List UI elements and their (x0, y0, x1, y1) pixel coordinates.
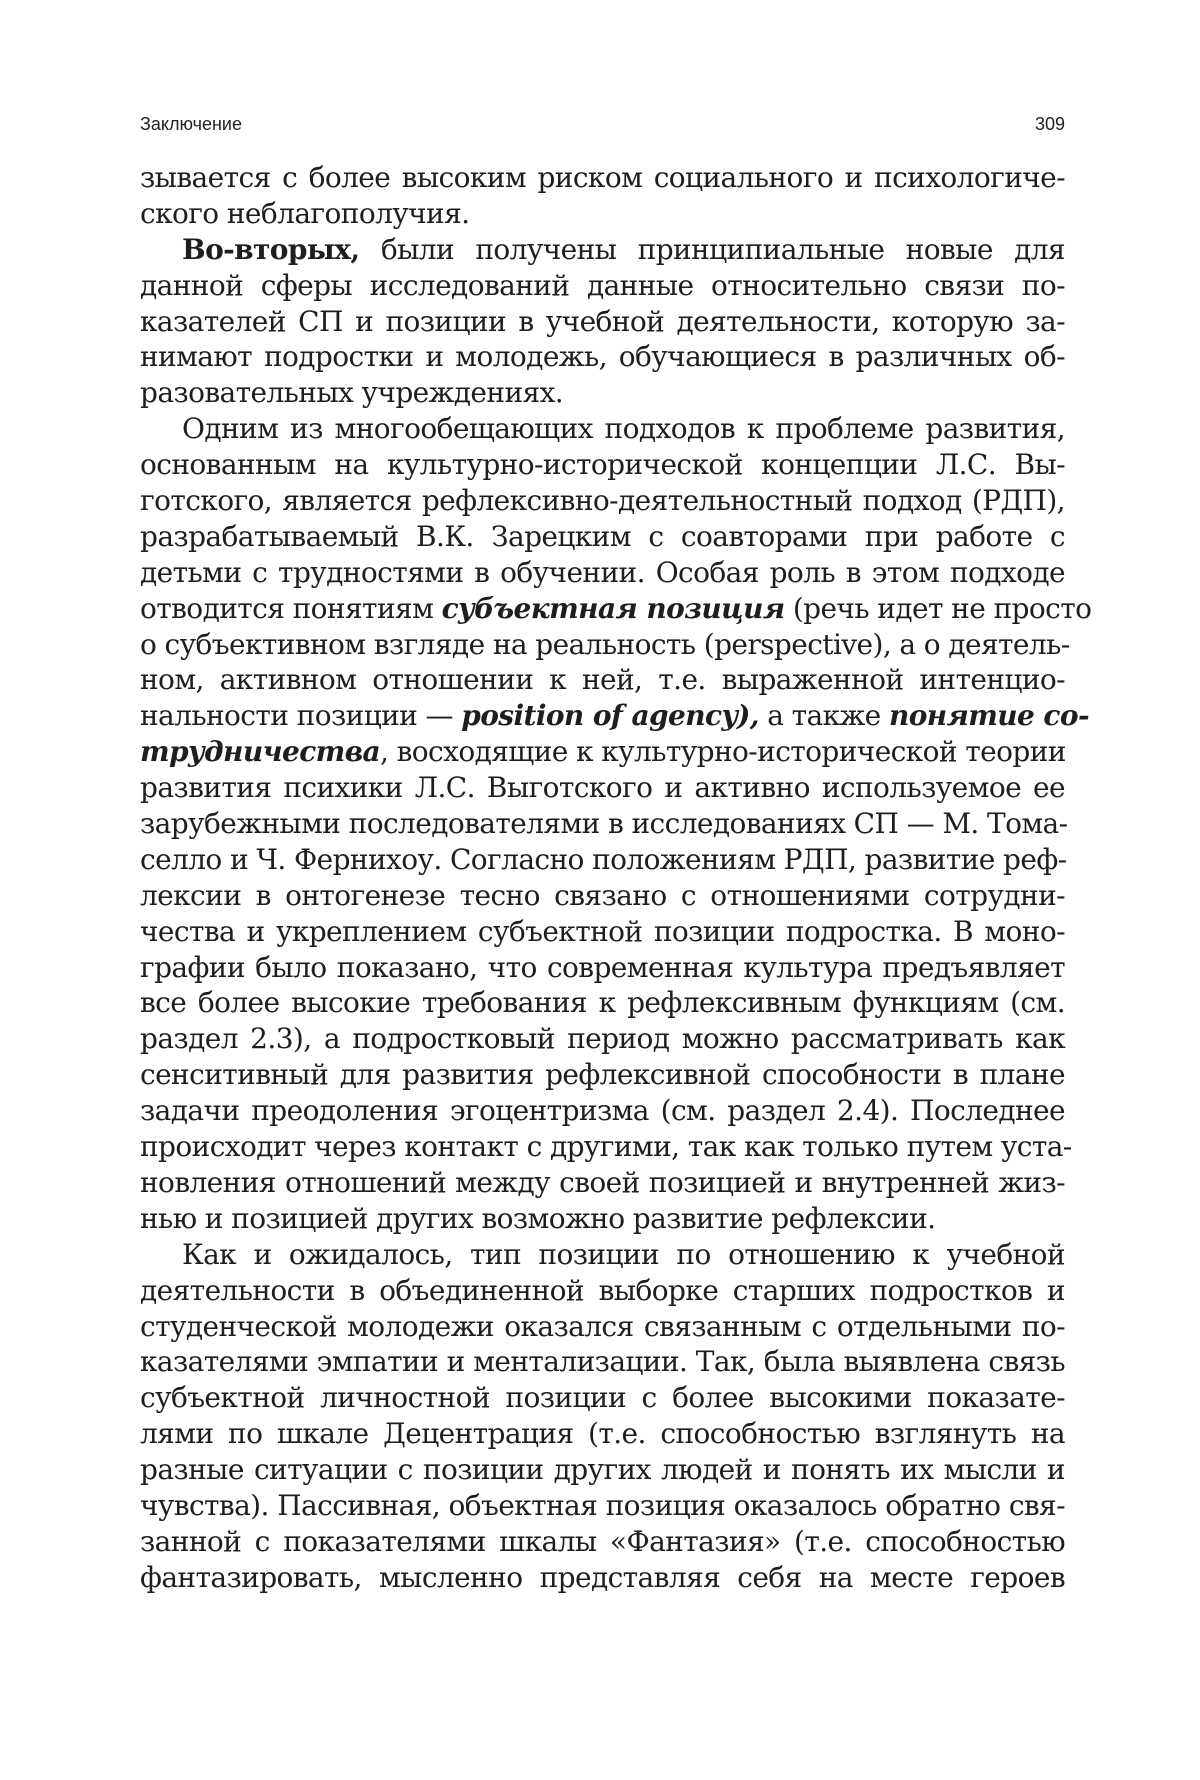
text-run: казателей СП и позиции в учебной деятельности, которую за- (140, 304, 1065, 338)
text-run: основанным на культурно-исторической концепции Л.С. Вы- (140, 448, 1065, 482)
text-line (140, 950, 1065, 986)
text-run: задачи преодоления эгоцентризма (см. раздел 2.4). Последнее (140, 1094, 1065, 1128)
text-run: готского, является рефлексивно-деятельностный подход (РДП), (140, 484, 1065, 518)
text-line (140, 304, 1065, 340)
text-line (140, 698, 1089, 734)
text-run: раздел 2.3), а подростковый период можно рассматривать как (140, 1022, 1065, 1056)
emphasized-text: position of agency), (461, 699, 759, 733)
text-run: зарубежными последователями в исследованиях СП — М. Тома- (140, 807, 1068, 841)
text-line (140, 411, 1065, 447)
text-run: ном, активном отношении к ней, т.е. выраженной интенцио- (140, 663, 1065, 697)
emphasized-text: Во-вторых, (182, 232, 360, 266)
text-line (140, 375, 1065, 411)
text-line (140, 519, 1065, 555)
text-line (140, 842, 1065, 878)
text-line (140, 914, 1065, 950)
text-run: ского неблагополучия. (140, 196, 470, 230)
text-line (140, 232, 1065, 268)
text-run: происходит через контакт с другими, так как только путем уста- (140, 1130, 1072, 1164)
text-line (140, 339, 1065, 375)
text-run: лексии в онтогенезе тесно связано с отношениями сотрудни- (140, 878, 1065, 912)
text-run: деятельности в объединенной выборке старших подростков и (140, 1273, 1065, 1307)
text-line (140, 806, 1068, 842)
text-line (140, 1560, 1065, 1596)
text-run: развития психики Л.С. Выготского и активно используемое ее (140, 771, 1065, 805)
text-run: разрабатываемый В.К. Зарецким с соавторами при работе с (140, 519, 1065, 553)
text-run: казателями эмпатии и ментализации. Так, была выявлена связь (140, 1345, 1065, 1379)
text-run: нальности позиции — (140, 699, 462, 733)
text-run: студенческой молодежи оказался связанным с отдельными по- (140, 1309, 1065, 1343)
text-line (140, 1129, 1072, 1165)
text-run: Одним из многообещающих подходов к проблеме развития, (182, 412, 1065, 446)
text-line (140, 268, 1065, 304)
text-line (140, 1452, 1065, 1488)
text-line (140, 555, 1065, 591)
text-run: детьми с трудностями в обучении. Особая роль в этом подходе (140, 555, 1065, 589)
text-line (140, 591, 1092, 627)
text-line (140, 1344, 1065, 1380)
text-run: разные ситуации с позиции других людей и понять их мысли и (140, 1453, 1065, 1487)
section-title: Заключение (140, 114, 242, 134)
text-run: фантазировать, мысленно представляя себя на месте героев (140, 1560, 1065, 1594)
emphasized-text: трудничества (140, 735, 381, 769)
text-line (140, 1093, 1065, 1129)
text-line (140, 1201, 1065, 1237)
text-line (140, 1309, 1065, 1345)
text-line (140, 878, 1065, 914)
text-line (140, 447, 1065, 483)
text-run: данной сферы исследований данные относительно связи по- (140, 268, 1065, 302)
text-run: разовательных учреждениях. (140, 376, 564, 410)
text-line (140, 770, 1065, 806)
text-run: нимают подростки и молодежь, обучающиеся в различных об- (140, 340, 1065, 374)
text-run: отводится понятиям (140, 591, 442, 625)
text-line (140, 1488, 1065, 1524)
text-run: графии было показано, что современная культура предъявляет (140, 950, 1065, 984)
text-run: (речь идет не просто (784, 591, 1092, 625)
text-run: зывается с более высоким риском социального и психологиче- (140, 161, 1065, 194)
text-run: чества и укреплением субъектной позиции подростка. В моно- (140, 914, 1065, 948)
text-line (140, 160, 1065, 196)
text-run: нью и позицией других возможно развитие рефлексии. (140, 1201, 936, 1235)
text-run: новления отношений между своей позицией и внутренней жиз- (140, 1165, 1065, 1199)
text-run: субъектной личностной позиции с более высокими показате- (140, 1381, 1065, 1415)
text-run: а также (758, 699, 889, 733)
running-header (140, 114, 1065, 135)
text-line (140, 734, 1065, 770)
text-run: были получены принципиальные новые для (359, 232, 1065, 266)
text-line (140, 1416, 1065, 1452)
text-run: лями по шкале Децентрация (т.е. способностью взглянуть на (140, 1417, 1065, 1451)
text-line (140, 1237, 1065, 1273)
text-line (140, 1273, 1065, 1309)
text-run: чувства). Пассивная, объектная позиция оказалось обратно свя- (140, 1488, 1065, 1522)
text-line (140, 1380, 1065, 1416)
text-line (140, 627, 1070, 663)
text-run: Как и ожидалось, тип позиции по отношению к учебной (182, 1237, 1065, 1271)
text-line (140, 1057, 1065, 1093)
emphasized-text: субъектная позиция (441, 591, 785, 625)
emphasized-text: понятие со- (888, 699, 1089, 733)
text-run: все более высокие требования к рефлексивным функциям (см. (140, 986, 1065, 1020)
text-line (140, 662, 1065, 698)
text-line (140, 1165, 1065, 1201)
body-text (140, 160, 1092, 1596)
text-run: о субъективном взгляде на реальность (perspective), а о деятель- (140, 627, 1070, 661)
text-run: занной с показателями шкалы «Фантазия» (т.е. способностью (140, 1524, 1065, 1558)
text-line (140, 196, 1065, 232)
page-number: 309 (1034, 114, 1065, 134)
text-line (140, 1021, 1065, 1057)
text-line (140, 483, 1065, 519)
text-line (140, 1524, 1065, 1560)
text-line (140, 985, 1065, 1021)
text-run: , восходящие к культурно-исторической теории (380, 735, 1066, 769)
text-run: селло и Ч. Фернихоу. Согласно положениям РДП, развитие реф- (140, 842, 1067, 876)
text-run: сенситивный для развития рефлексивной способности в плане (140, 1058, 1065, 1092)
